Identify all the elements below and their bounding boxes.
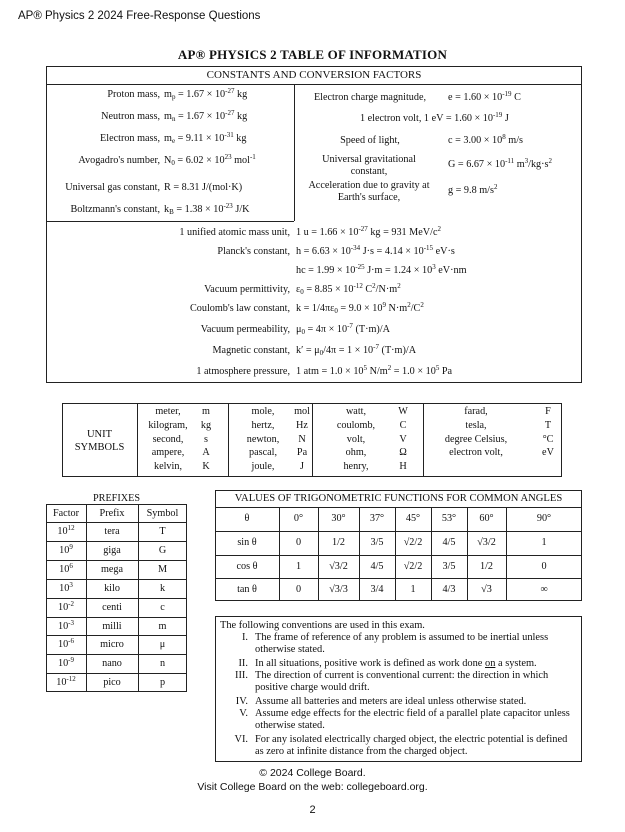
convention-text: Assume edge effects for the electric field of a parallel plate capacitor unless otherwise stated. [255, 708, 570, 731]
prefix-factor: $10^{12}$ [57, 524, 75, 537]
trig-angle: 45° [405, 513, 421, 524]
prefix-name: mega [100, 563, 124, 575]
unit-symbol: T [544, 419, 552, 431]
trig-value: 3/5 [442, 560, 456, 572]
unit-symbol: J [300, 461, 304, 473]
constant-value: $k_B = 1.38 \times 10^{-23}$ J/K [164, 202, 250, 216]
prefix-row-line [46, 541, 187, 542]
constant-label: Coulomb's law constant, [189, 303, 290, 314]
prefix-symbol: n [159, 658, 166, 670]
constant-label: Universal gas constant, [65, 182, 160, 193]
unit-name: kilogram, [148, 419, 188, 431]
prefix-row-line [46, 635, 187, 636]
unit-symbol: Ω [399, 447, 407, 459]
convention-text: In all situations, positive work is defined as work done on a system. [255, 658, 537, 669]
constant-value: g = 9.8 $m/s^2$ [448, 183, 498, 196]
constants-vertical-divider [294, 84, 295, 221]
convention-item [224, 658, 578, 670]
trig-value: 1/2 [479, 560, 494, 572]
trig-angle: 30° [331, 513, 346, 524]
unit-symbol: N [298, 433, 306, 445]
unit-symbol: s [204, 433, 208, 445]
constant-value: $\varepsilon_0 = 8.85 \times 10^{-12}$ $C^2/N\cdot m^2$ [296, 282, 401, 296]
constant-value: $k' = \mu_0/4\pi = 1 \times 10^{-7}$ (T·m)/A [296, 343, 417, 357]
prefixes-heading: PREFIXES [93, 493, 140, 504]
constant-label: Neutron mass, [101, 111, 160, 122]
constant-label: Speed of light, [340, 135, 400, 146]
trig-value: 3/4 [370, 583, 384, 595]
unit-name: coulomb, [336, 419, 376, 431]
trig-angle: 0° [293, 513, 304, 524]
trig-heading: VALUES OF TRIGONOMETRIC FUNCTIONS FOR COMMON ANGLES [234, 493, 563, 504]
prefix-name: centi [102, 601, 122, 613]
prefix-name: micro [100, 639, 124, 651]
col-prefix: Prefix [99, 508, 125, 519]
unit-symbol: mol [294, 406, 310, 417]
prefix-factor: $10^{-2}$ [57, 599, 75, 613]
convention-text: The direction of current is conventional current: the direction in which positive charge would drift. [255, 670, 549, 693]
constant-value: 1 electron volt, 1 eV = $1.60 \times 10^{-19}$ J [360, 111, 509, 124]
convention-number: III. [235, 670, 248, 681]
prefix-symbol: G [158, 544, 167, 556]
trig-value: 1 [410, 583, 416, 595]
trig-angle: 60° [479, 513, 494, 524]
convention-number: IV. [235, 696, 248, 707]
prefix-name: milli [102, 620, 122, 632]
unit-symbol: K [202, 461, 210, 473]
prefix-factor: $10^{-9}$ [57, 656, 75, 670]
trig-value: √2/2 [403, 537, 423, 548]
unit-symbol: V [399, 433, 407, 445]
unit-symbol: Pa [296, 447, 308, 459]
constants-split-line [46, 221, 294, 222]
prefix-factor: $10^6$ [59, 561, 73, 575]
convention-number: VI. [234, 734, 248, 745]
trig-heading-line [215, 507, 582, 508]
unit-name: electron volt, [449, 447, 503, 459]
unit-name: hertz, [251, 419, 275, 431]
constant-label: Electron charge magnitude, [313, 92, 427, 103]
trig-value: √3/2 [477, 537, 496, 548]
trig-value: 1 [295, 560, 302, 572]
trig-value: 1 [541, 537, 547, 548]
trig-value: 4/3 [442, 583, 456, 595]
trig-function: tan θ [237, 583, 257, 595]
trig-value: 4/5 [442, 537, 456, 548]
constant-value: $k = 1/4\pi\varepsilon_0 = 9.0 \times 10^9$ $N\cdot m^2/C^2$ [296, 301, 424, 315]
constant-label: Acceleration due to gravity at Earth's surface, [308, 180, 430, 203]
unit-divider-4 [423, 403, 424, 477]
trig-value: 0 [541, 560, 547, 572]
trig-theta-header: θ [244, 513, 250, 524]
convention-item [224, 708, 578, 732]
unit-symbol: F [545, 406, 551, 417]
unit-symbol: C [399, 419, 407, 431]
constant-label: 1 atmosphere pressure, [196, 366, 290, 377]
unit-name: newton, [246, 433, 280, 445]
page-header: AP® Physics 2 2024 Free-Response Questions [18, 10, 261, 22]
convention-item [224, 734, 578, 758]
prefix-name: kilo [104, 582, 120, 594]
prefix-name: pico [103, 677, 121, 689]
unit-symbol: H [399, 461, 407, 473]
trig-value: √3/2 [329, 560, 348, 572]
unit-symbol: W [398, 406, 408, 417]
constant-label: Magnetic constant, [212, 345, 290, 356]
trig-value: √3/3 [329, 583, 348, 595]
constant-value: $c = 3.00 \times 10^8$ m/s [448, 133, 523, 146]
constants-divider [46, 84, 582, 85]
prefix-factor: $10^9$ [59, 542, 73, 556]
unit-symbols-heading: UNIT SYMBOLS [74, 429, 125, 453]
col-factor: Factor [52, 508, 80, 519]
trig-value: 0 [295, 583, 302, 595]
prefix-factor: $10^{-6}$ [57, 637, 75, 651]
prefix-row-line [46, 617, 187, 618]
convention-item [224, 696, 578, 708]
convention-number: I. [241, 632, 248, 643]
unit-divider-1 [137, 403, 138, 477]
prefix-symbol: M [157, 563, 168, 575]
unit-name: henry, [343, 461, 369, 473]
constant-label: Vacuum permittivity, [204, 284, 290, 295]
trig-row-line [215, 531, 582, 532]
prefix-factor: $10^{-3}$ [57, 618, 75, 632]
prefix-row-line [46, 654, 187, 655]
constants-heading: CONSTANTS AND CONVERSION FACTORS [206, 69, 422, 81]
trig-value: 3/5 [370, 537, 384, 548]
trig-row-line [215, 555, 582, 556]
constant-label: Electron mass, [100, 133, 160, 144]
page-title: AP® PHYSICS 2 TABLE OF INFORMATION [177, 47, 448, 62]
prefix-factor: $10^3$ [59, 580, 73, 594]
constant-value: $m_p = 1.67 \times 10^{-27}$ kg [164, 87, 248, 101]
trig-row-line [215, 578, 582, 579]
visit-line: Visit College Board on the web: collegeboard.org. [197, 781, 428, 793]
convention-item [224, 632, 578, 656]
unit-name: mole, [251, 406, 275, 417]
unit-name: pascal, [248, 447, 277, 459]
prefix-symbol: k [159, 582, 166, 594]
constant-label: Universal gravitational constant, [322, 154, 416, 177]
trig-value: 4/5 [370, 560, 384, 572]
constant-value: $G = 6.67 \times 10^{-11}$ $m^3/kg\cdot s^2$ [448, 157, 552, 170]
trig-angle: 90° [536, 513, 552, 524]
unit-name: degree Celsius, [444, 433, 508, 445]
conventions-intro: The following conventions are used in this exam. [220, 620, 425, 631]
prefix-symbol: c [160, 601, 165, 613]
col-symbol: Symbol [146, 508, 179, 519]
prefix-name: tera [104, 526, 120, 537]
unit-name: watt, [345, 406, 367, 417]
trig-value: 0 [295, 537, 302, 548]
prefix-row-line [46, 673, 187, 674]
constant-value: $h = 6.63 \times 10^{-34}$ $J\cdot s = 4.14 \times 10^{-15}$ eV·s [296, 244, 455, 257]
prefix-symbol: T [159, 526, 166, 537]
trig-angle: 37° [369, 513, 385, 524]
unit-divider-2 [228, 403, 229, 477]
constant-label: Proton mass, [107, 89, 160, 100]
prefix-row-line [46, 579, 187, 580]
trig-function: cos θ [236, 560, 258, 572]
unit-name: meter, [155, 406, 181, 417]
unit-symbol: kg [200, 419, 212, 431]
copyright-line: © 2024 College Board. [259, 767, 366, 779]
trig-angle: 53° [441, 513, 457, 524]
prefix-name: nano [102, 658, 122, 670]
constant-value: $N_0 = 6.02 \times 10^{23}$ mol$^{-1}$ [164, 153, 256, 167]
unit-name: farad, [464, 406, 488, 417]
unit-symbol: Hz [296, 419, 308, 431]
unit-name: joule, [251, 461, 275, 473]
unit-symbol: eV [542, 447, 554, 459]
prefix-row-line [46, 560, 187, 561]
unit-symbol: °C [542, 433, 554, 445]
constant-value: $m_n = 1.67 \times 10^{-27}$ kg [164, 109, 248, 123]
unit-name: kelvin, [153, 461, 182, 473]
convention-text: The frame of reference of any problem is assumed to be inertial unless otherwise stated. [255, 632, 549, 655]
unit-symbol: m [202, 406, 210, 417]
unit-name: ampere, [151, 447, 185, 459]
trig-value: 1/2 [331, 537, 346, 548]
prefix-symbol: m [158, 620, 167, 632]
constant-label: 1 unified atomic mass unit, [179, 227, 290, 238]
convention-text: For any isolated electrically charged object, the electric potential is defined as zero at infinite distance from the charged object. [255, 734, 568, 757]
unit-name: second, [152, 433, 184, 445]
constant-value: hc = $1.99 \times 10^{-25}$ $J\cdot m = 1.24 \times 10^3$ eV·nm [296, 263, 467, 276]
constant-label: Avogadro's number, [78, 155, 160, 166]
trig-function: sin θ [237, 537, 257, 548]
page-number: 2 [309, 804, 316, 816]
constant-value: $e = 1.60 \times 10^{-19}$ C [448, 90, 521, 103]
trig-value: √2/2 [403, 560, 423, 572]
constant-value: $m_e = 9.11 \times 10^{-31}$ kg [164, 131, 247, 145]
unit-name: tesla, [465, 419, 487, 431]
convention-number: II. [238, 658, 248, 669]
unit-name: ohm, [345, 447, 367, 459]
prefix-symbol: μ [159, 639, 166, 651]
prefix-name: giga [103, 544, 121, 556]
trig-value: √3 [481, 583, 492, 595]
convention-text: Assume all batteries and meters are ideal unless otherwise stated. [255, 696, 527, 707]
unit-name: volt, [346, 433, 366, 445]
constant-value: 1 $u = 1.66 \times 10^{-27}$ kg = 931 MeV/$c^2$ [296, 225, 441, 238]
constant-value: 1 atm = $1.0 \times 10^5$ $N/m^2 = 1.0 \times 10^5$ Pa [296, 364, 453, 377]
unit-symbol: A [202, 447, 210, 459]
prefix-symbol: p [159, 677, 166, 689]
prefix-factor: $10^{-12}$ [56, 675, 76, 689]
trig-value: ∞ [540, 583, 548, 595]
constant-value: R = 8.31 J/(mol·K) [164, 182, 243, 193]
constant-label: Planck's constant, [217, 246, 290, 257]
constant-value: $\mu_0 = 4\pi \times 10^{-7}$ (T·m)/A [296, 322, 390, 336]
prefix-row-line [46, 598, 187, 599]
constant-label: Vacuum permeability, [200, 324, 290, 335]
convention-number: V. [239, 708, 248, 719]
prefix-header-line [46, 522, 187, 523]
convention-item [224, 670, 578, 694]
constant-label: Boltzmann's constant, [70, 204, 160, 215]
